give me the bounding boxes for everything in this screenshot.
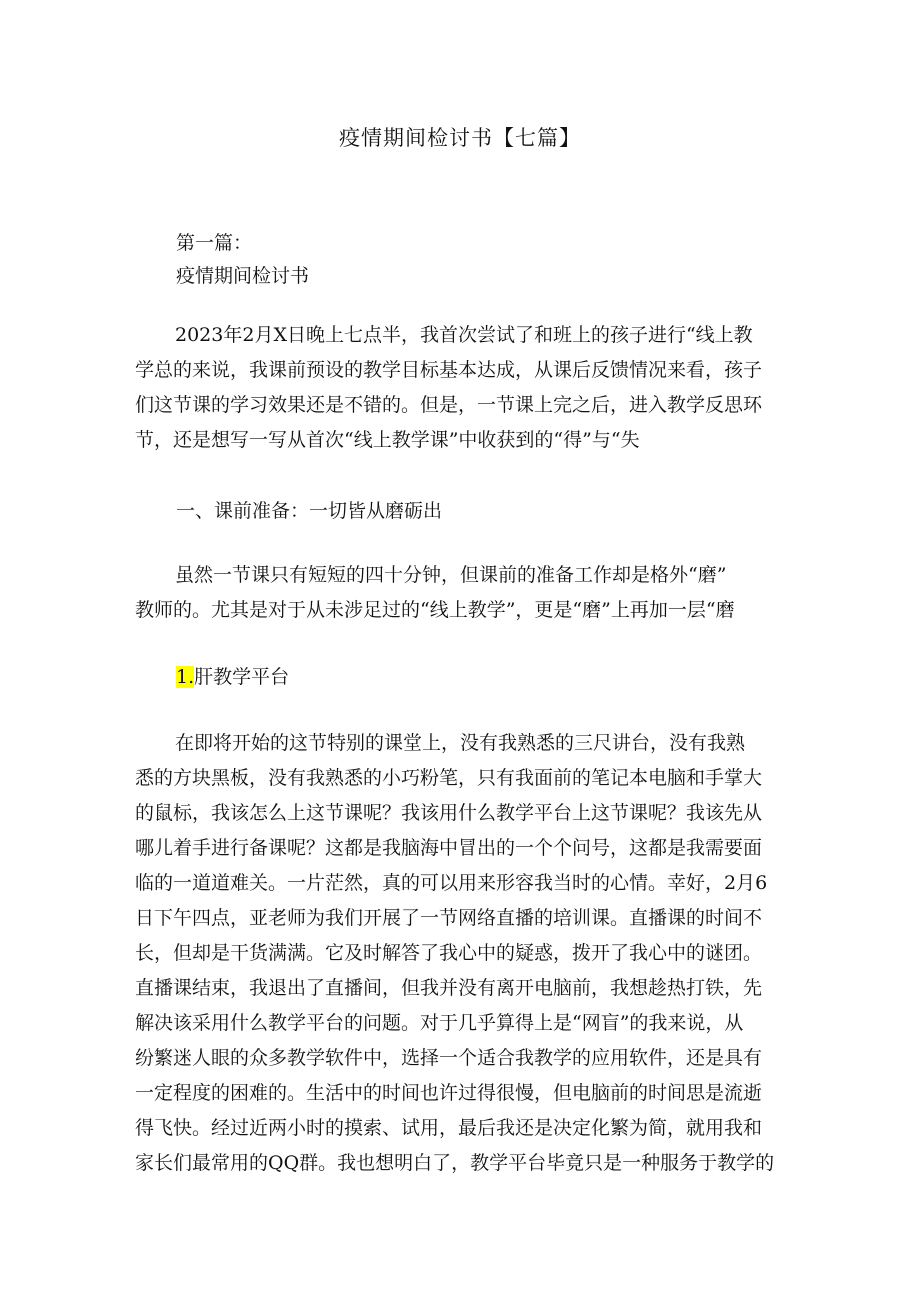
paragraph-line: 虽然一节课只有短短的四十分钟，但课前的准备工作却是格外“磨” [175,564,727,586]
paragraph-line: 一定程度的困难的。生活中的时间也许过得很慢，但电脑前的时间思是流逝 [135,1082,763,1104]
paragraph-intro [135,318,795,458]
paragraph-line: 长，但却是干货满满。它及时解答了我心中的疑惑，拨开了我心中的谜团。 [135,942,763,964]
paragraph-preparation [135,558,795,628]
document-title: 疫情期间检讨书【七篇】 [339,126,581,150]
paragraph-line: 的鼠标，我该怎么上这节课呢？我该用什么教学平台上这节课呢？我该先从 [135,802,763,824]
chapter-title: 疫情期间检讨书 [176,265,310,287]
paragraph-line: 在即将开始的这节特别的课堂上，没有我熟悉的三尺讲台，没有我熟 [175,732,746,754]
paragraph-line: 2023年2月X日晚上七点半，我首次尝试了和班上的孩子进行“线上教 [175,324,753,346]
paragraph-line: 们这节课的学习效果还是不错的。但是，一节课上完之后，进入教学反思环 [135,394,763,416]
paragraph-line: 学总的来说，我课前预设的教学目标基本达成，从课后反馈情况来看，孩子 [135,359,763,381]
paragraph-line: 解决该采用什么教学平台的问题。对于几乎算得上是“网盲”的我来说，从 [135,1012,744,1034]
paragraph-line: 得飞快。经过近两小时的摸索、试用，最后我还是决定化繁为简，就用我和 [135,1117,763,1139]
paragraph-line: 日下午四点，亚老师为我们开展了一节网络直播的培训课。直播课的时间不 [135,907,763,929]
subsection-heading [176,662,289,689]
paragraph-line: 教师的。尤其是对于从未涉足过的“线上教学”，更是“磨”上再加一层“磨 [135,599,735,621]
paragraph-line: 纷繁迷人眼的众多教学软件中，选择一个适合我教学的应用软件，还是具有 [135,1047,763,1069]
paragraph-line: 悉的方块黑板，没有我熟悉的小巧粉笔，只有我面前的笔记本电脑和手掌大 [135,767,763,789]
paragraph-line: 临的一道道难关。一片茫然，真的可以用来形容我当时的心情。幸好，2月6 [135,872,768,894]
subsection-number: 1. [176,666,195,688]
paragraph-line: 直播课结束，我退出了直播间，但我并没有离开电脑前，我想趁热打铁，先 [135,977,763,999]
paragraph-line: 哪儿着手进行备课呢？这都是我脑海中冒出的一个个问号，这都是我需要面 [135,837,763,859]
paragraph-line: 节，还是想写一写从首次“线上教学课”中收获到的“得”与“失 [135,429,640,451]
chapter-label: 第一篇： [176,232,253,254]
subsection-text: 肝教学平台 [194,666,290,688]
paragraph-line: 家长们最常用的QQ群。我也想明白了，教学平台毕竟只是一种服务于教学的 [135,1152,775,1174]
paragraph-platform [135,726,795,1181]
section-heading: 一、课前准备：一切皆从磨砺出 [176,500,443,522]
